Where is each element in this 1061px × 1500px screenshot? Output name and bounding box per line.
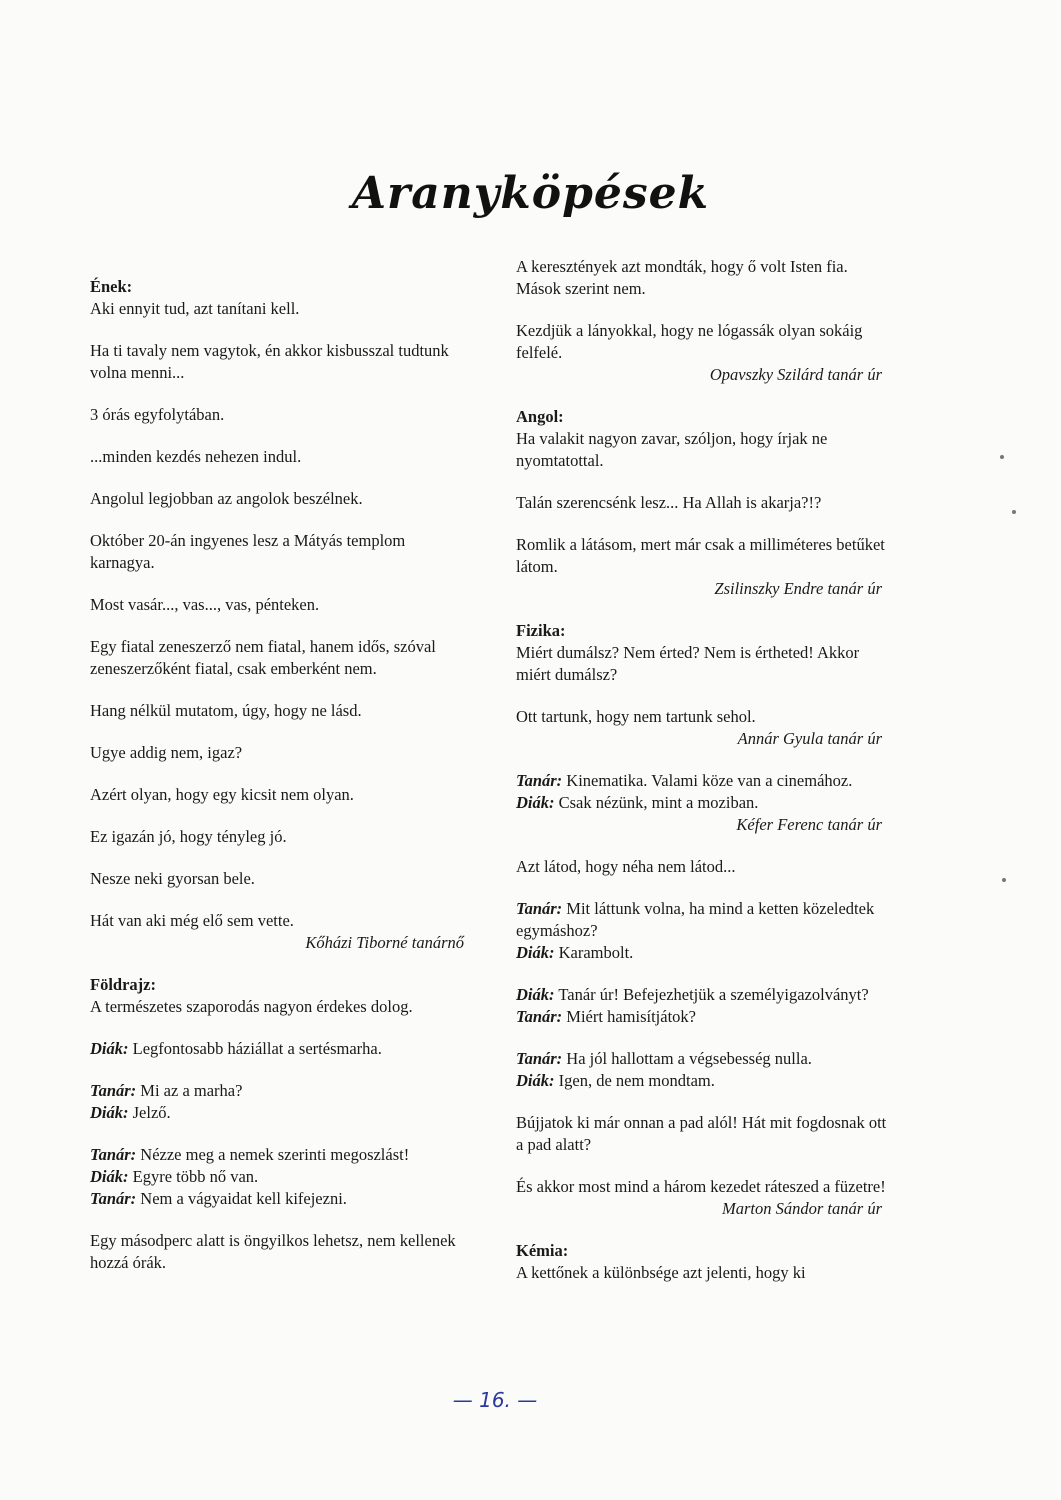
quote: Ha ti tavaly nem vagytok, én akkor kisbusszal tudtunk volna menni... xyxy=(90,341,449,382)
quote: Angolul legjobban az angolok beszélnek. xyxy=(90,489,363,508)
teacher-signature: Opavszky Szilárd tanár úr xyxy=(709,365,882,384)
quote: A természetes szaporodás nagyon érdekes dolog. xyxy=(90,997,413,1016)
scan-speck xyxy=(1002,878,1006,882)
speaker-label: Tanár: xyxy=(516,899,563,918)
speaker-label: Tanár: xyxy=(90,1081,137,1100)
speech: Ha jól hallottam a végsebesség nulla. xyxy=(562,1049,812,1068)
speaker-label: Tanár: xyxy=(516,1049,563,1068)
quote: Most vasár..., vas..., vas, pénteken. xyxy=(90,595,320,614)
quote: Október 20-án ingyenes lesz a Mátyás templom karnagya. xyxy=(90,531,406,572)
quote: És akkor most mind a három kezedet ráteszed a füzetre! xyxy=(516,1177,886,1196)
speech: Jelző. xyxy=(128,1103,171,1122)
speaker-label: Diák: xyxy=(90,1103,129,1122)
teacher-signature: Kéfer Ferenc tanár úr xyxy=(736,815,882,834)
quote: Ugye addig nem, igaz? xyxy=(90,743,243,762)
speech: Tanár úr! Befejezhetjük a személyigazolványt? xyxy=(554,985,869,1004)
dialogue xyxy=(90,1144,470,1210)
quote: Egy másodperc alatt is öngyilkos lehetsz, nem kellenek hozzá órák. xyxy=(90,1231,456,1272)
speech: Csak nézünk, mint a moziban. xyxy=(554,793,759,812)
quote: Kezdjük a lányokkal, hogy ne lógassák olyan sokáig felfelé. xyxy=(516,321,863,362)
dialogue xyxy=(90,1038,470,1060)
dialogue xyxy=(516,984,888,1028)
speaker-label: Diák: xyxy=(90,1039,129,1058)
teacher-signature: Kőházi Tiborné tanárnő xyxy=(305,933,464,952)
speaker-label: Diák: xyxy=(90,1167,129,1186)
subject-heading: Fizika: xyxy=(516,621,566,640)
dialogue xyxy=(516,770,888,836)
subject-heading: Földrajz: xyxy=(90,975,156,994)
subject-heading: Angol: xyxy=(516,407,564,426)
speech: Nem a vágyaidat kell kifejezni. xyxy=(136,1189,347,1208)
speaker-label: Diák: xyxy=(516,793,555,812)
speech: Legfontosabb háziállat a sertésmarha. xyxy=(128,1039,382,1058)
speaker-label: Tanár: xyxy=(516,771,563,790)
quote: A kettőnek a különbsége azt jelenti, hogy ki xyxy=(516,1263,806,1282)
speech: Mi az a marha? xyxy=(136,1081,243,1100)
dialogue xyxy=(516,898,888,964)
quote: Hát van aki még elő sem vette. xyxy=(90,911,294,930)
scan-speck xyxy=(1000,455,1004,459)
dialogue xyxy=(516,1048,888,1092)
speech: Nézze meg a nemek szerinti megoszlást! xyxy=(136,1145,410,1164)
quote: Egy fiatal zeneszerző nem fiatal, hanem idős, szóval zeneszerzőként fiatal, csak emberként nem. xyxy=(90,637,436,678)
quote: Ha valakit nagyon zavar, szóljon, hogy írjak ne nyomtatottal. xyxy=(516,429,828,470)
speaker-label: Tanár: xyxy=(516,1007,563,1026)
teacher-signature: Marton Sándor tanár úr xyxy=(722,1199,882,1218)
quote: Azért olyan, hogy egy kicsit nem olyan. xyxy=(90,785,354,804)
subject-heading: Kémia: xyxy=(516,1241,569,1260)
quote: Bújjatok ki már onnan a pad alól! Hát mit fogdosnak ott a pad alatt? xyxy=(516,1113,887,1154)
quote: Nesze neki gyorsan bele. xyxy=(90,869,255,888)
scan-speck xyxy=(1012,510,1016,514)
speech: Kinematika. Valami köze van a cinemához. xyxy=(562,771,853,790)
speaker-label: Tanár: xyxy=(90,1189,137,1208)
quote: Miért dumálsz? Nem érted? Nem is értheted! Akkor miért dumálsz? xyxy=(516,643,860,684)
speech: Igen, de nem mondtam. xyxy=(554,1071,715,1090)
quote: Ez igazán jó, hogy tényleg jó. xyxy=(90,827,287,846)
page-title: Aranyköpések xyxy=(351,168,710,219)
speech: Miért hamisítjátok? xyxy=(562,1007,696,1026)
left-column xyxy=(90,276,470,1294)
page-number: — 16. — xyxy=(452,1388,538,1412)
quote: Ott tartunk, hogy nem tartunk sehol. xyxy=(516,707,756,726)
speaker-label: Tanár: xyxy=(90,1145,137,1164)
speaker-label: Diák: xyxy=(516,985,555,1004)
quote: A keresztények azt mondták, hogy ő volt Isten fia. Mások szerint nem. xyxy=(516,257,848,298)
speaker-label: Diák: xyxy=(516,943,555,962)
quote: 3 órás egyfolytában. xyxy=(90,405,225,424)
quote: Hang nélkül mutatom, úgy, hogy ne lásd. xyxy=(90,701,362,720)
subject-heading: Ének: xyxy=(90,277,133,296)
section-enek xyxy=(90,276,470,320)
teacher-signature: Annár Gyula tanár úr xyxy=(737,729,882,748)
speaker-label: Diák: xyxy=(516,1071,555,1090)
speech: Egyre több nő van. xyxy=(128,1167,259,1186)
speech: Karambolt. xyxy=(554,943,634,962)
speech: Mit láttunk volna, ha mind a ketten közeledtek egymáshoz? xyxy=(516,899,875,940)
quote: Talán szerencsénk lesz... Ha Allah is akarja?!? xyxy=(516,493,822,512)
quote: ...minden kezdés nehezen indul. xyxy=(90,447,302,466)
quote: Aki ennyit tud, azt tanítani kell. xyxy=(90,299,300,318)
dialogue xyxy=(90,1080,470,1124)
teacher-signature: Zsilinszky Endre tanár úr xyxy=(714,579,882,598)
right-column xyxy=(516,256,888,1304)
quote: Romlik a látásom, mert már csak a milliméteres betűket látom. xyxy=(516,535,885,576)
quote: Azt látod, hogy néha nem látod... xyxy=(516,857,736,876)
